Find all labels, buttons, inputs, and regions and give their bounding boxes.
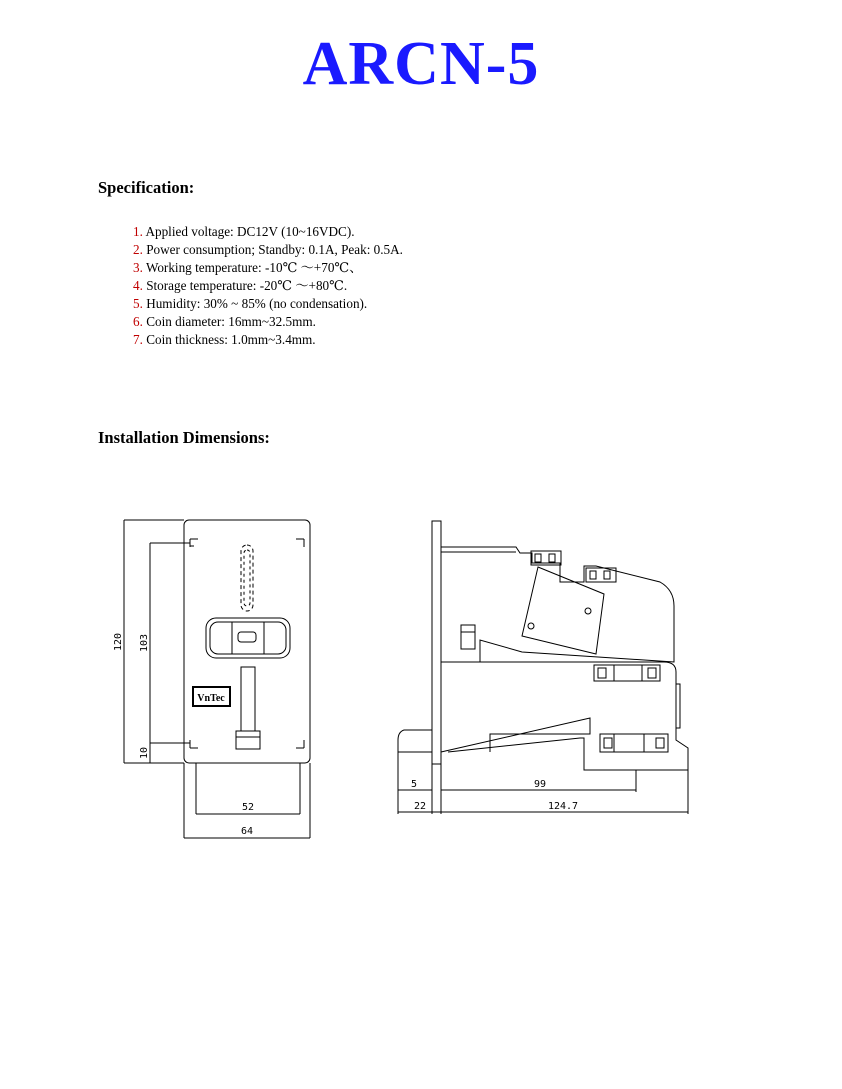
spec-item: 2. Power consumption; Standby: 0.1A, Peak: 0.5A. [133,242,403,257]
front-plate [432,521,441,764]
lever [398,730,432,752]
dim-width-total: 64 [240,826,254,837]
dim-bottom-offset: 10 [139,746,150,760]
corner-mark [190,740,198,748]
dim-front-thickness: 5 [410,779,418,790]
specification-heading: Specification: [98,178,195,197]
coin-slot [241,545,253,611]
spec-item: 6. Coin diameter: 16mm~32.5mm. [133,314,316,329]
return-chute [241,667,255,731]
corner-mark [296,740,304,748]
spec-item: 5. Humidity: 30% ~ 85% (no condensation). [133,296,368,311]
dim-body-depth: 99 [533,779,547,790]
dim-height-inner: 103 [139,633,150,653]
circuit-board [522,567,604,654]
spec-item: 4. Storage temperature: -20℃ ～+80℃. [133,278,348,293]
logo-text: VnTec [197,693,225,704]
corner-mark [296,539,304,547]
spec-item: 7. Coin thickness: 1.0mm~3.4mm. [133,332,316,347]
spec-item: 1. Applied voltage: DC12V (10~16VDC). [133,224,355,239]
dim-height-total: 120 [113,632,124,652]
installation-heading: Installation Dimensions: [98,428,270,447]
page-title: ARCN-5 [302,30,540,98]
spec-item: 3. Working temperature: -10℃ ～+70℃、 [133,260,363,275]
reject-button [206,618,290,658]
dim-front-total: 22 [413,801,427,812]
dim-width-inner: 52 [241,802,255,813]
side-view [398,521,688,814]
dim-total-depth: 124.7 [547,801,579,812]
front-view [124,520,310,838]
